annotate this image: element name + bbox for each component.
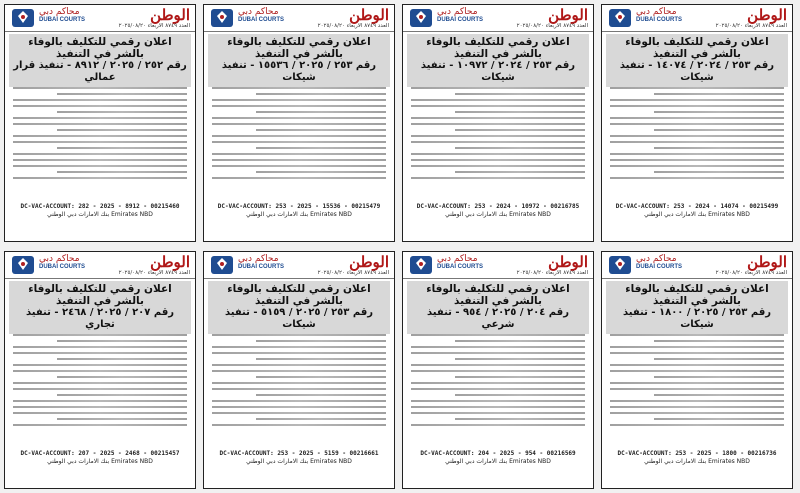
notice-body: [411, 83, 585, 199]
account-number: DC-VAC-ACCOUNT: 253 - 2025 - 1800 - 00216736: [617, 450, 777, 457]
notice-card: [4, 4, 196, 242]
newspaper-name: الوطن: [747, 253, 787, 271]
account-number: DC-VAC-ACCOUNT: 253 - 2025 - 15536 - 00215479: [217, 203, 381, 210]
headline-case: رقم ٢٠٤ / ٢٠٢٥ / ٩٥٤ - تنفيذ شرعي: [427, 307, 569, 330]
headline-box: [407, 281, 589, 334]
notice-footer: [212, 203, 386, 237]
account-number: DC-VAC-ACCOUNT: 204 - 2025 - 954 - 00216569: [420, 450, 576, 457]
notice-card: [203, 4, 395, 242]
dubai-courts-logo: [9, 7, 37, 29]
notice-card: [601, 251, 793, 489]
headline-case: رقم ٢٥٣ / ٢٠٢٤ / ١٠٩٧٢ - تنفيذ شيكات: [420, 60, 576, 83]
court-name-ar: محاكم دبي: [39, 7, 80, 17]
issue-date: العدد ٨٧٤٩ الاربعاء ٢٠٢٥/٠٨/٢٠: [317, 23, 389, 29]
bank-name: Emirates NBD بنك الامارات دبي الوطني: [47, 211, 153, 218]
headline-case: رقم ٢٥٣ / ٢٠٢٥ / ١٨٠٠ - تنفيذ شيكات: [622, 307, 772, 330]
dubai-courts-logo: [407, 254, 435, 276]
notice-footer: [610, 450, 784, 484]
newspaper-name: الوطن: [349, 6, 389, 24]
headline-box: [208, 34, 390, 87]
issue-date: العدد ٨٧٤٩ الاربعاء ٢٠٢٥/٠٨/٢٠: [516, 23, 588, 29]
court-name-ar: محاكم دبي: [437, 7, 478, 17]
newspaper-name: الوطن: [747, 6, 787, 24]
headline-title: اعلان رقمي للتكليف بالوفاء بالشر في التنفيذ: [227, 283, 371, 307]
headline-box: [606, 281, 788, 334]
headline-box: [9, 34, 191, 87]
notice-footer: [411, 203, 585, 237]
notice-footer: [13, 450, 187, 484]
court-name-en: DUBAI COURTS: [437, 264, 483, 270]
issue-date: العدد ٨٧٤٩ الاربعاء ٢٠٢٥/٠٨/٢٠: [715, 270, 787, 276]
notice-body: [13, 330, 187, 446]
dubai-courts-logo: [606, 254, 634, 276]
issue-date: العدد ٨٧٤٩ الاربعاء ٢٠٢٥/٠٨/٢٠: [715, 23, 787, 29]
bank-name: Emirates NBD بنك الامارات دبي الوطني: [246, 211, 352, 218]
notice-body: [411, 330, 585, 446]
account-number: DC-VAC-ACCOUNT: 207 - 2025 - 2468 - 00215457: [20, 450, 180, 457]
account-number: DC-VAC-ACCOUNT: 253 - 2024 - 14074 - 00215499: [615, 203, 779, 210]
headline-title: اعلان رقمي للتكليف بالوفاء بالشر في التنفيذ: [625, 283, 769, 307]
newspaper-name: الوطن: [349, 253, 389, 271]
headline-case: رقم ٢٥٣ / ٢٠٢٤ / ١٤٠٧٤ - تنفيذ شيكات: [619, 60, 775, 83]
headline-box: [9, 281, 191, 334]
notice-body: [212, 330, 386, 446]
notice-header: [602, 252, 792, 279]
issue-date: العدد ٨٧٤٩ الاربعاء ٢٠٢٥/٠٨/٢٠: [516, 270, 588, 276]
court-name-en: DUBAI COURTS: [238, 17, 284, 23]
notice-footer: [411, 450, 585, 484]
account-number: DC-VAC-ACCOUNT: 253 - 2025 - 5159 - 00216661: [219, 450, 379, 457]
newspaper-name: الوطن: [548, 253, 588, 271]
dubai-courts-logo: [606, 7, 634, 29]
court-name-ar: محاكم دبي: [437, 254, 478, 264]
dubai-courts-logo: [407, 7, 435, 29]
dubai-courts-logo: [208, 254, 236, 276]
court-name-en: DUBAI COURTS: [636, 264, 682, 270]
notice-footer: [610, 203, 784, 237]
headline-case: رقم ٢٥٣ / ٢٠٢٥ / ٥١٥٩ - تنفيذ شيكات: [224, 307, 374, 330]
notice-footer: [212, 450, 386, 484]
court-name-ar: محاكم دبي: [238, 7, 279, 17]
notice-header: [602, 5, 792, 32]
bank-name: Emirates NBD بنك الامارات دبي الوطني: [246, 458, 352, 465]
notice-body: [610, 330, 784, 446]
notice-body: [212, 83, 386, 199]
court-name-en: DUBAI COURTS: [39, 264, 85, 270]
notice-card: [4, 251, 196, 489]
account-number: DC-VAC-ACCOUNT: 282 - 2025 - 8912 - 00215460: [20, 203, 180, 210]
newspaper-name: الوطن: [150, 6, 190, 24]
bank-name: Emirates NBD بنك الامارات دبي الوطني: [644, 458, 750, 465]
bank-name: Emirates NBD بنك الامارات دبي الوطني: [644, 211, 750, 218]
notice-body: [13, 83, 187, 199]
notice-card: [203, 251, 395, 489]
notice-card: [601, 4, 793, 242]
court-name-en: DUBAI COURTS: [437, 17, 483, 23]
headline-title: اعلان رقمي للتكليف بالوفاء بالشر في التنفيذ: [28, 283, 172, 307]
court-name-en: DUBAI COURTS: [636, 17, 682, 23]
court-name-ar: محاكم دبي: [238, 254, 279, 264]
headline-box: [606, 34, 788, 87]
notice-header: [204, 252, 394, 279]
court-name-ar: محاكم دبي: [636, 7, 677, 17]
headline-title: اعلان رقمي للتكليف بالوفاء بالشر في التنفيذ: [426, 36, 570, 60]
notice-header: [204, 5, 394, 32]
court-name-en: DUBAI COURTS: [39, 17, 85, 23]
account-number: DC-VAC-ACCOUNT: 253 - 2024 - 10972 - 00216785: [416, 203, 580, 210]
notice-header: [5, 5, 195, 32]
dubai-courts-logo: [208, 7, 236, 29]
court-name-ar: محاكم دبي: [39, 254, 80, 264]
headline-case: رقم ٢٥٣ / ٢٠٢٥ / ١٥٥٣٦ - تنفيذ شيكات: [221, 60, 377, 83]
headline-case: رقم ٢٥٢ / ٢٠٢٥ / ٨٩١٢ - تنفيذ قرار عمالي: [13, 60, 187, 83]
court-name-en: DUBAI COURTS: [238, 264, 284, 270]
notice-card: [402, 251, 594, 489]
issue-date: العدد ٨٧٤٩ الاربعاء ٢٠٢٥/٠٨/٢٠: [317, 270, 389, 276]
bank-name: Emirates NBD بنك الامارات دبي الوطني: [47, 458, 153, 465]
notice-header: [403, 5, 593, 32]
headline-title: اعلان رقمي للتكليف بالوفاء بالشر في التنفيذ: [227, 36, 371, 60]
headline-title: اعلان رقمي للتكليف بالوفاء بالشر في التنفيذ: [28, 36, 172, 60]
headline-title: اعلان رقمي للتكليف بالوفاء بالشر في التنفيذ: [426, 283, 570, 307]
bank-name: Emirates NBD بنك الامارات دبي الوطني: [445, 211, 551, 218]
dubai-courts-logo: [9, 254, 37, 276]
notice-header: [403, 252, 593, 279]
headline-title: اعلان رقمي للتكليف بالوفاء بالشر في التنفيذ: [625, 36, 769, 60]
newspaper-name: الوطن: [150, 253, 190, 271]
notice-body: [610, 83, 784, 199]
bank-name: Emirates NBD بنك الامارات دبي الوطني: [445, 458, 551, 465]
issue-date: العدد ٨٧٤٩ الاربعاء ٢٠٢٥/٠٨/٢٠: [118, 270, 190, 276]
notice-card: [402, 4, 594, 242]
notice-footer: [13, 203, 187, 237]
newspaper-name: الوطن: [548, 6, 588, 24]
headline-box: [407, 34, 589, 87]
court-name-ar: محاكم دبي: [636, 254, 677, 264]
headline-box: [208, 281, 390, 334]
notice-header: [5, 252, 195, 279]
issue-date: العدد ٨٧٤٩ الاربعاء ٢٠٢٥/٠٨/٢٠: [118, 23, 190, 29]
headline-case: رقم ٢٠٧ / ٢٠٢٥ / ٢٤٦٨ - تنفيذ تجاري: [25, 307, 175, 330]
